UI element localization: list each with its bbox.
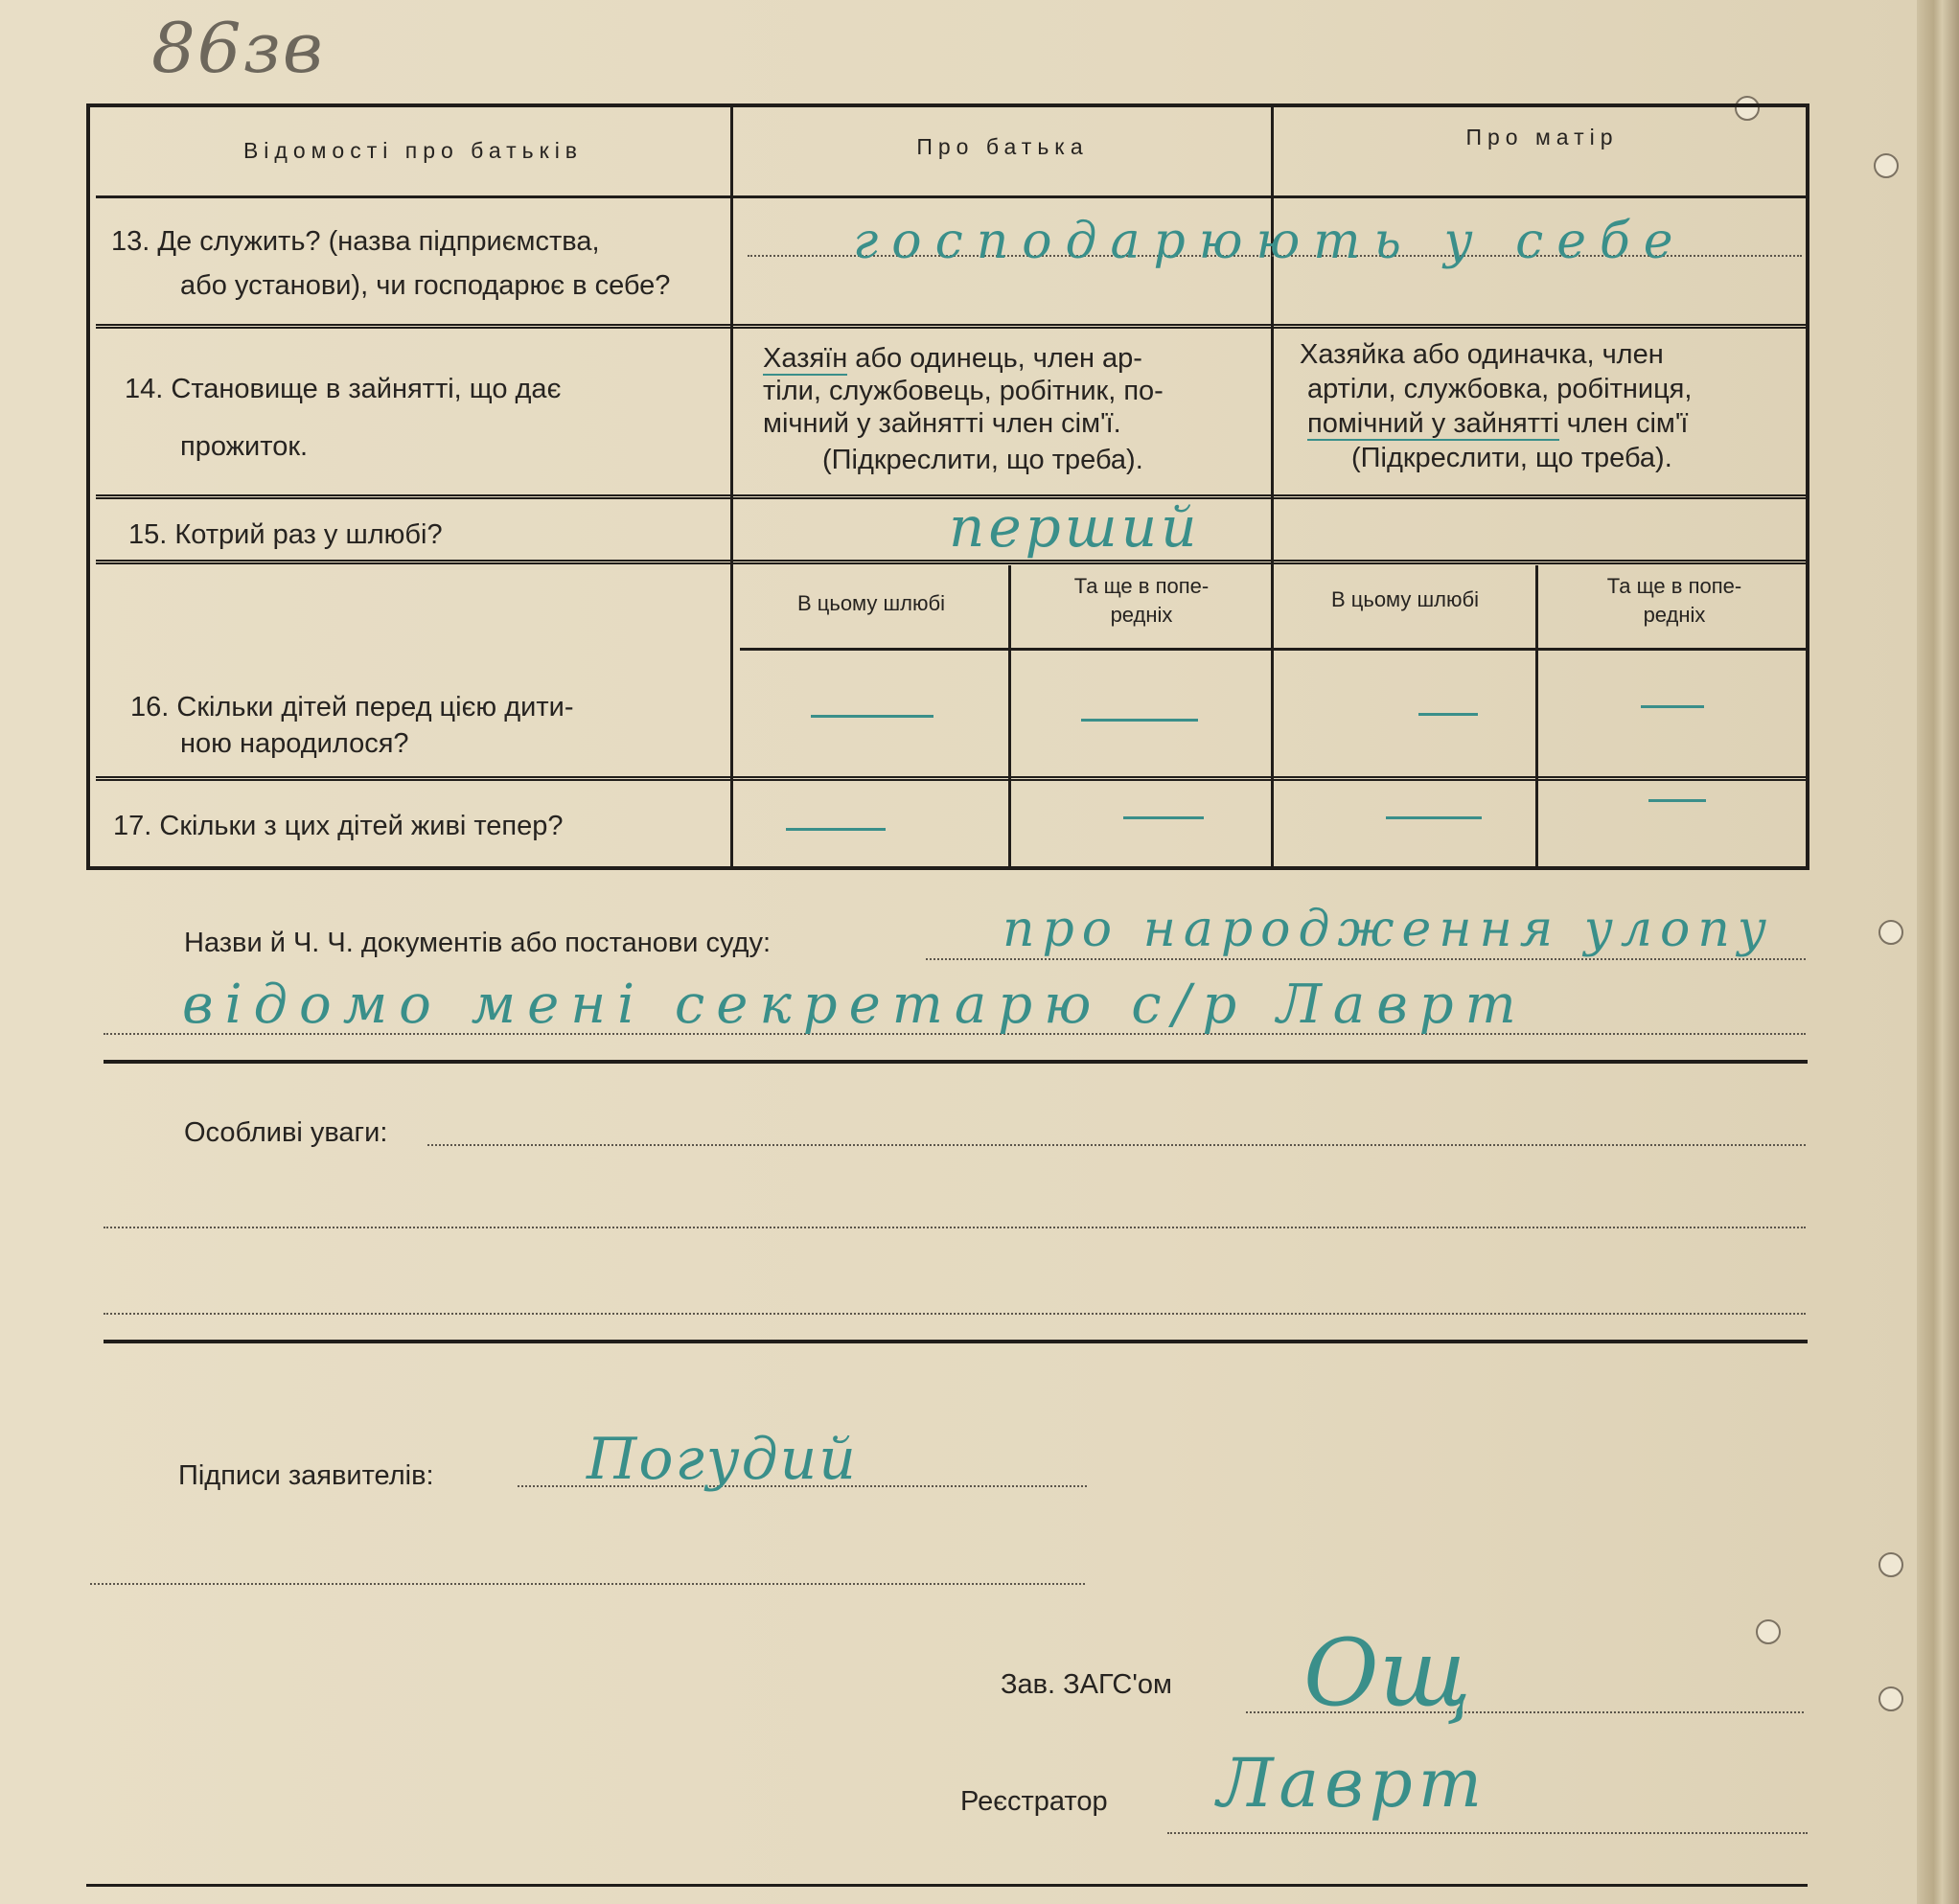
zags-signature: Ощ: [1303, 1619, 1471, 1727]
registrar-line: [1167, 1832, 1808, 1834]
col-divider: [1535, 565, 1538, 868]
q13-handwritten: господарюють у себе: [853, 213, 1687, 270]
sub-header-father-this: В цьому шлюбі: [796, 591, 946, 615]
q17-mother-this-dash: [1386, 816, 1482, 819]
q16-mother-prev-dash: [1641, 705, 1704, 708]
q16-label-1: 16. Скільки дітей перед цією дити-: [130, 692, 574, 723]
sub-header-mother-this: В цьому шлюбі: [1330, 587, 1480, 611]
header-mother: Про матір: [1465, 125, 1619, 149]
registrar-label: Реєстратор: [960, 1786, 1108, 1817]
archive-number: 86зв: [151, 8, 325, 88]
q14-mother-3: помічний у зайнятті член сім'ї: [1307, 408, 1689, 439]
header-parents-info: Відомості про батьків: [242, 138, 584, 163]
remarks-label: Особливі уваги:: [184, 1117, 388, 1148]
q14-label-1: 14. Становище в зайнятті, що дає: [125, 374, 562, 404]
q17-father-prev-dash: [1123, 816, 1204, 819]
q16-father-prev-dash: [1081, 719, 1198, 722]
q14-father-1: Хазяїн або одинець, член ар-: [763, 343, 1142, 374]
documents-line-1: [926, 958, 1806, 960]
applicant-signature: Погудий: [587, 1426, 858, 1493]
row-divider: [740, 648, 1806, 651]
row-divider: [96, 776, 1809, 781]
punch-hole: [1756, 1619, 1781, 1644]
remarks-line-2: [104, 1227, 1806, 1228]
q14-mother-1: Хазяйка або одиначка, член: [1300, 339, 1664, 370]
q14-father-4: (Підкреслити, що треба).: [822, 445, 1143, 475]
applicants-label: Підписи заявителів:: [178, 1460, 434, 1491]
father-selected-option: Хазяїн: [763, 343, 848, 374]
q16-father-this-dash: [811, 715, 933, 718]
sub-header-father-prev-1: Та ще в попе-: [1073, 574, 1210, 598]
punch-hole: [1878, 1552, 1903, 1577]
mother-selected-option: помічний у зайнятті: [1307, 408, 1559, 439]
zags-label: Зав. ЗАГС'ом: [1001, 1669, 1172, 1700]
row-divider: [96, 195, 1809, 198]
col-divider: [730, 105, 733, 868]
q16-mother-this-dash: [1418, 713, 1478, 716]
q14-mother-2: артіли, службовка, робітниця,: [1307, 374, 1693, 404]
punch-hole: [1878, 920, 1903, 945]
punch-hole: [1878, 1686, 1903, 1711]
page-edge: [1917, 0, 1959, 1904]
section-rule: [104, 1060, 1808, 1064]
q17-mother-prev-dash: [1648, 799, 1706, 802]
section-rule: [104, 1340, 1808, 1343]
applicants-line-2: [90, 1583, 1085, 1585]
q16-label-2: ною народилося?: [180, 728, 409, 759]
documents-label: Назви й Ч. Ч. документів або постанови суду:: [184, 928, 772, 958]
q15-label: 15. Котрий раз у шлюбі?: [128, 519, 443, 550]
q14-father-2: тіли, службовець, робітник, по-: [763, 376, 1164, 406]
sub-header-father-prev-2: редніх: [1110, 603, 1173, 627]
remarks-line-1: [427, 1144, 1806, 1146]
q14-father-3: мічний у зайнятті член сім'ї.: [763, 408, 1121, 439]
q17-label: 17. Скільки з цих дітей живі тепер?: [113, 811, 564, 841]
sub-header-mother-prev-2: редніх: [1643, 603, 1706, 627]
registrar-signature: Лаврт: [1217, 1744, 1488, 1823]
col-divider: [1008, 565, 1011, 868]
q13-label-2: або установи), чи господарює в себе?: [180, 270, 671, 301]
q15-handwritten: перший: [949, 494, 1201, 560]
row-divider: [96, 324, 1809, 329]
q17-father-this-dash: [786, 828, 886, 831]
punch-hole: [1874, 153, 1899, 178]
header-father: Про батька: [916, 134, 1089, 159]
remarks-line-3: [104, 1313, 1806, 1315]
documents-handwritten-1: про народження улопу: [1003, 901, 1774, 958]
documents-handwritten-2: відомо мені секретарю с/р Лаврт: [182, 974, 1528, 1036]
q14-mother-4: (Підкреслити, що треба).: [1351, 443, 1672, 473]
q13-label-1: 13. Де служить? (назва підприємства,: [111, 226, 600, 257]
bottom-rule: [86, 1884, 1808, 1887]
row-divider: [96, 560, 1809, 564]
q14-label-2: прожиток.: [180, 431, 309, 462]
sub-header-mother-prev-1: Та ще в попе-: [1606, 574, 1742, 598]
